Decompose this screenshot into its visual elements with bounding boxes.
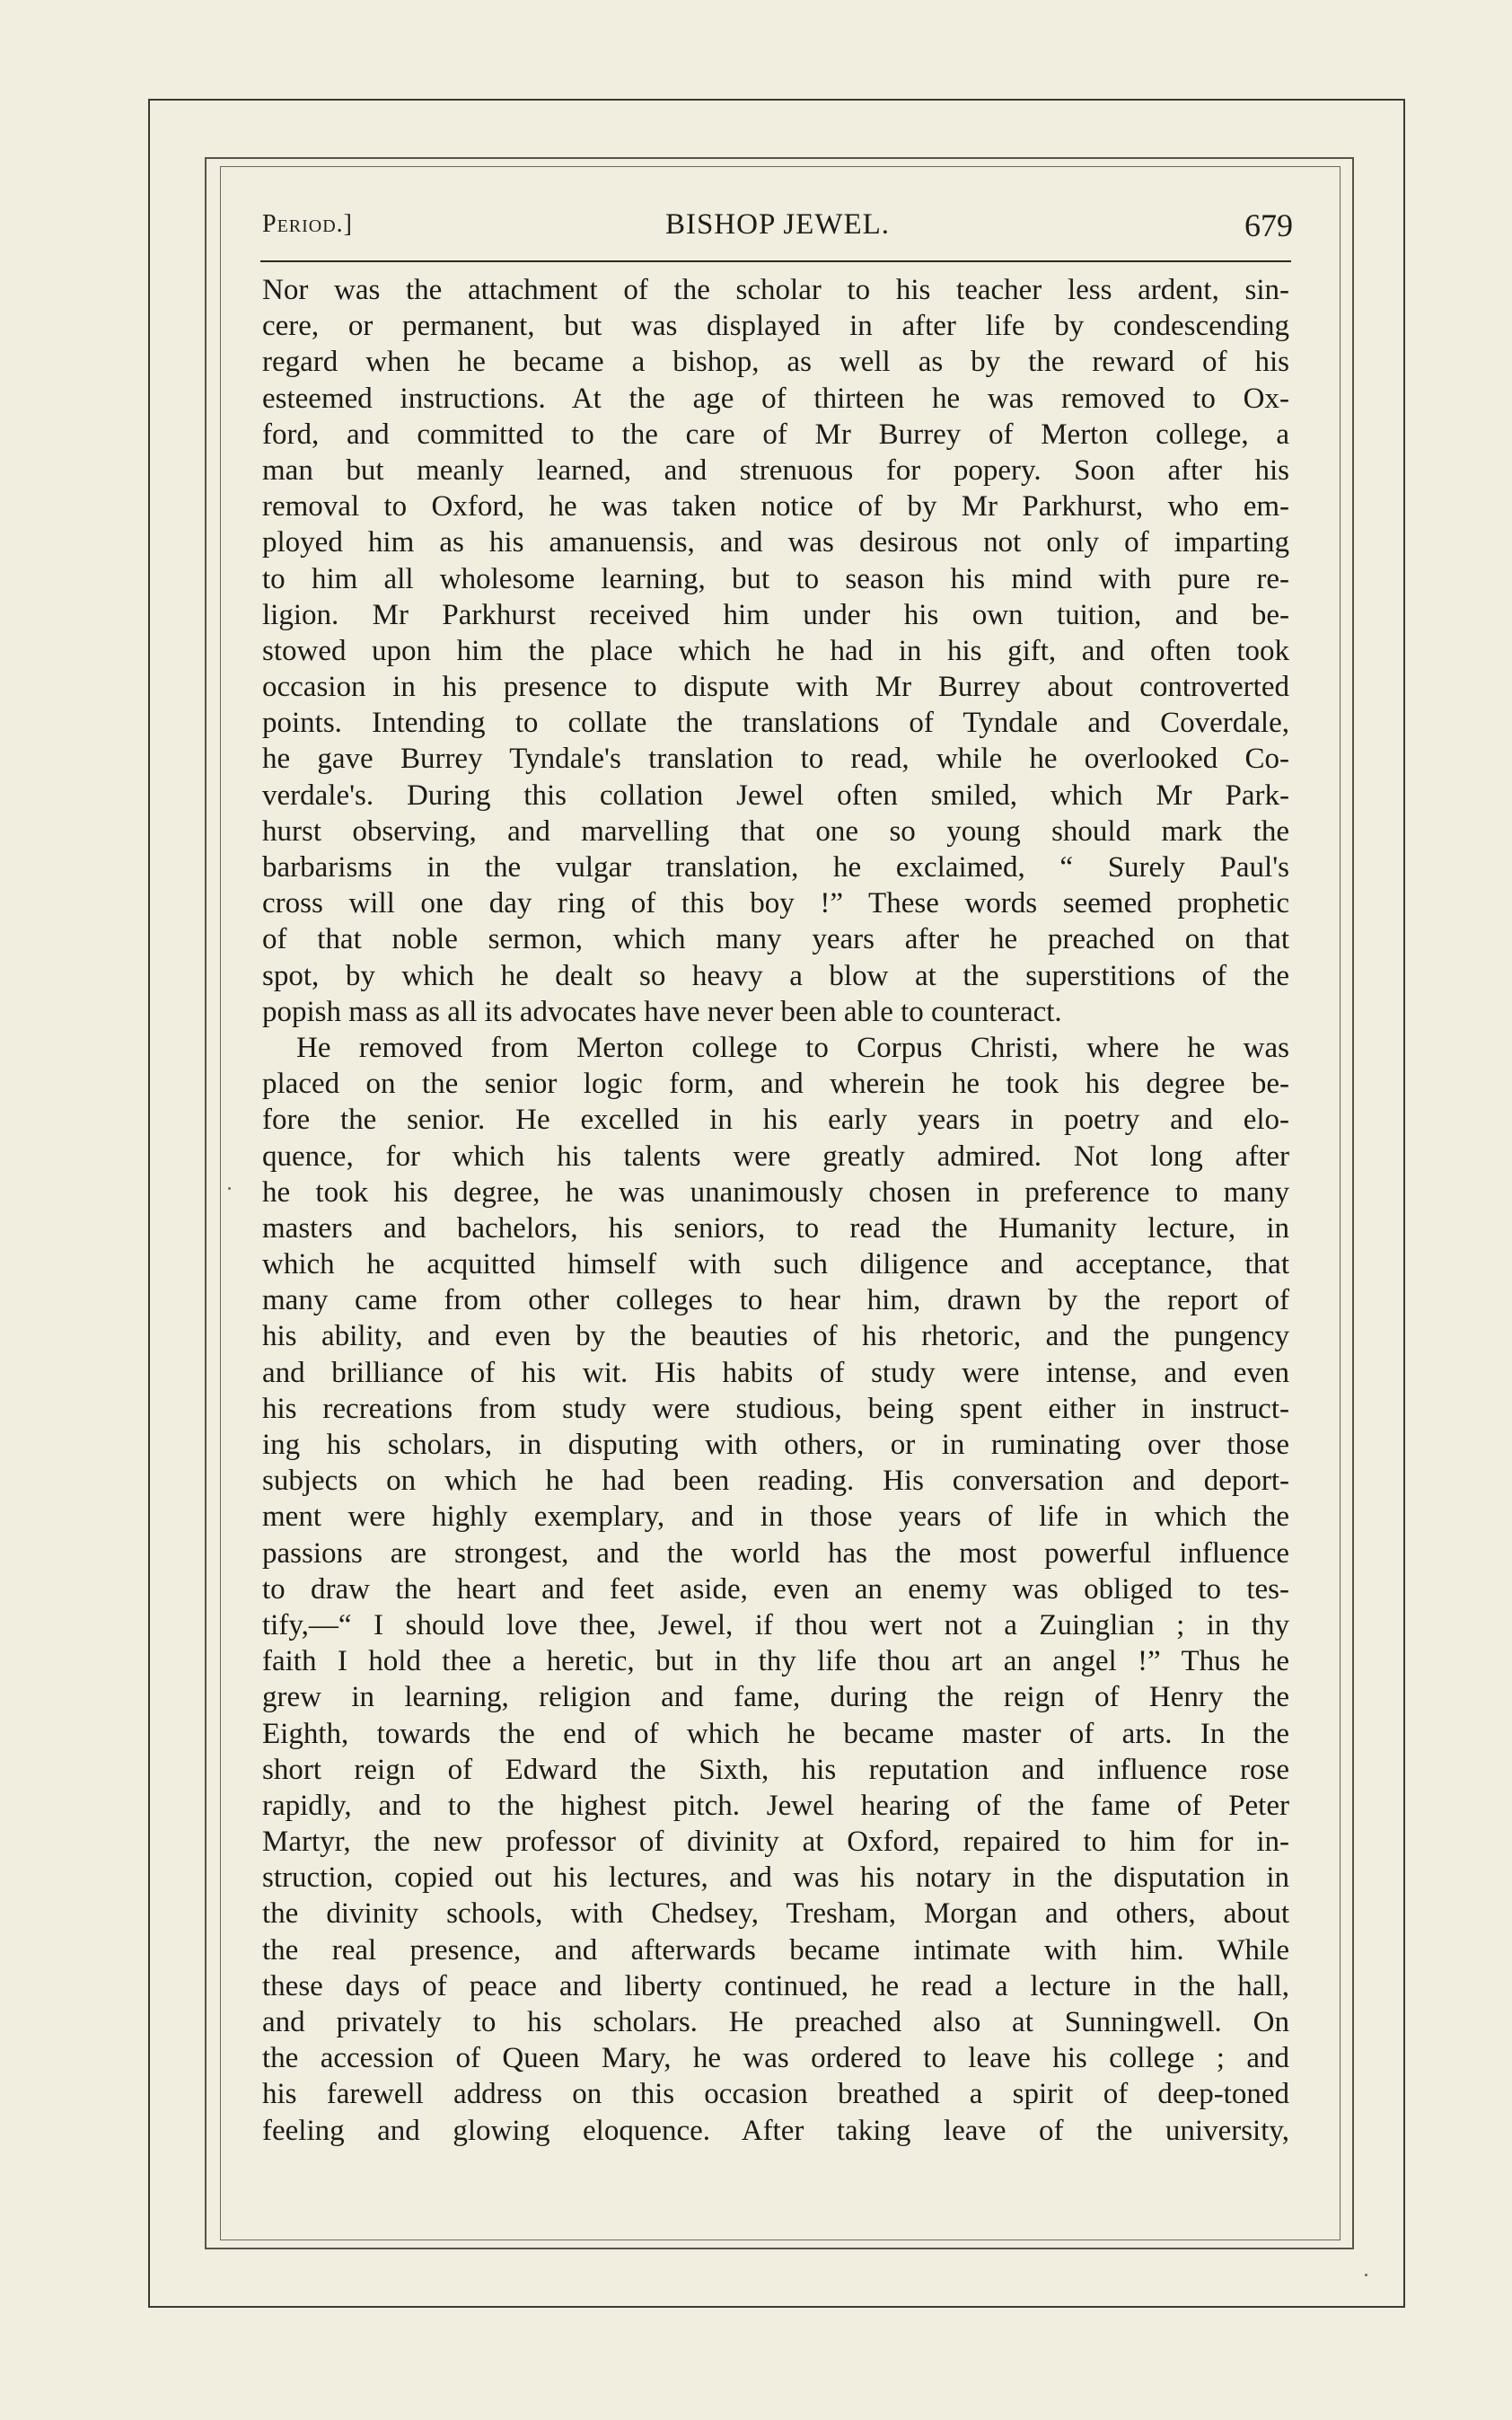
text-line: which he acquitted himself with such diligence and acceptance, that (262, 1248, 1289, 1281)
text-line: rapidly, and to the highest pitch. Jewel hearing of the fame of Peter (262, 1789, 1289, 1822)
text-line: ployed him as his amanuensis, and was desirous not only of imparting (262, 526, 1289, 559)
text-line: removal to Oxford, he was taken notice of by Mr Parkhurst, who em- (262, 490, 1289, 524)
text-line: ford, and committed to the care of Mr Burrey of Merton college, a (262, 418, 1289, 451)
text-line: verdale's. During this collation Jewel often smiled, which Mr Park- (262, 779, 1289, 812)
text-line: barbarisms in the vulgar translation, he exclaimed, “ Surely Paul's (262, 851, 1289, 884)
text-line: points. Intending to collate the translations of Tyndale and Coverdale, (262, 707, 1289, 740)
text-line: esteemed instructions. At the age of thirteen he was removed to Ox- (262, 382, 1289, 415)
text-line: ment were highly exemplary, and in those years of life in which the (262, 1500, 1289, 1534)
text-line: to him all wholesome learning, but to season his mind with pure re- (262, 562, 1289, 595)
text-line: many came from other colleges to hear him, drawn by the report of (262, 1284, 1289, 1317)
text-line: He removed from Merton college to Corpus Christi, where he was (296, 1031, 1289, 1064)
text-line: of that noble sermon, which many years after he preached on that (262, 923, 1289, 956)
text-line: ligion. Mr Parkhurst received him under his own tuition, and be- (262, 598, 1289, 631)
text-line: occasion in his presence to dispute with Mr Burrey about controverted (262, 671, 1289, 704)
text-line: popish mass as all its advocates have never been able to counteract. (262, 995, 1062, 1028)
text-line: faith I hold thee a heretic, but in thy life thou art an angel !” Thus he (262, 1645, 1289, 1678)
text-line: grew in learning, religion and fame, during the reign of Henry the (262, 1681, 1289, 1714)
header-rule (260, 260, 1291, 262)
text-line: placed on the senior logic form, and wherein he took his degree be- (262, 1068, 1289, 1101)
text-line: his recreations from study were studious, being spent either in instruct- (262, 1392, 1289, 1425)
margin-speck (228, 1187, 231, 1190)
text-line: Martyr, the new professor of divinity at Oxford, repaired to him for in- (262, 1826, 1289, 1859)
text-line: short reign of Edward the Sixth, his reputation and influence rose (262, 1753, 1289, 1786)
text-line: ing his scholars, in disputing with others, or in ruminating over those (262, 1429, 1289, 1461)
text-line: hurst observing, and marvelling that one so young should mark the (262, 814, 1289, 848)
text-line: Eighth, towards the end of which he became master of arts. In the (262, 1717, 1289, 1750)
text-line: quence, for which his talents were greatly admired. Not long after (262, 1140, 1289, 1173)
header-period: Period.] (262, 210, 353, 238)
text-line: fore the senior. He excelled in his early years in poetry and elo- (262, 1104, 1289, 1137)
text-line: and brilliance of his wit. His habits of study were intense, and even (262, 1356, 1289, 1389)
body-text (262, 272, 1289, 2149)
text-line: tify,—“ I should love thee, Jewel, if thou wert not a Zuinglian ; in thy (262, 1608, 1289, 1641)
text-line: regard when he became a bishop, as well as by the reward of his (262, 346, 1289, 379)
text-line: these days of peace and liberty continued, he read a lecture in the hall, (262, 1969, 1289, 2002)
text-line: man but meanly learned, and strenuous for popery. Soon after his (262, 453, 1289, 487)
text-line: feeling and glowing eloquence. After taking leave of the university, (262, 2114, 1289, 2147)
text-line: passions are strongest, and the world has the most powerful influence (262, 1536, 1289, 1570)
page-number: 679 (1244, 207, 1293, 243)
text-line: cere, or permanent, but was displayed in after life by condescending (262, 310, 1289, 343)
margin-speck (1365, 2274, 1367, 2276)
running-header (262, 205, 1293, 259)
text-line: spot, by which he dealt so heavy a blow at the superstitions of the (262, 959, 1289, 992)
text-line: the accession of Queen Mary, he was ordered to leave his college ; and (262, 2042, 1289, 2075)
text-line: he gave Burrey Tyndale's translation to read, while he overlooked Co- (262, 743, 1289, 776)
text-line: his ability, and even by the beauties of his rhetoric, and the pungency (262, 1320, 1289, 1353)
text-line: Nor was the attachment of the scholar to his teacher less ardent, sin- (262, 274, 1289, 306)
text-line: masters and bachelors, his seniors, to read the Humanity lecture, in (262, 1211, 1289, 1245)
text-line: and privately to his scholars. He preached also at Sunningwell. On (262, 2006, 1289, 2038)
text-line: cross will one day ring of this boy !” These words seemed prophetic (262, 887, 1289, 920)
text-line: stowed upon him the place which he had in his gift, and often took (262, 634, 1289, 667)
text-line: subjects on which he had been reading. His conversation and deport- (262, 1465, 1289, 1498)
text-line: to draw the heart and feet aside, even an enemy was obliged to tes- (262, 1572, 1289, 1606)
text-line: he took his degree, he was unanimously chosen in preference to many (262, 1175, 1289, 1209)
text-line: his farewell address on this occasion breathed a spirit of deep-toned (262, 2078, 1289, 2111)
text-line: the divinity schools, with Chedsey, Tresham, Morgan and others, about (262, 1897, 1289, 1931)
header-title: BISHOP JEWEL. (664, 208, 891, 241)
text-line: struction, copied out his lectures, and was his notary in the disputation in (262, 1861, 1289, 1895)
text-line: the real presence, and afterwards became intimate with him. While (262, 1933, 1289, 1967)
